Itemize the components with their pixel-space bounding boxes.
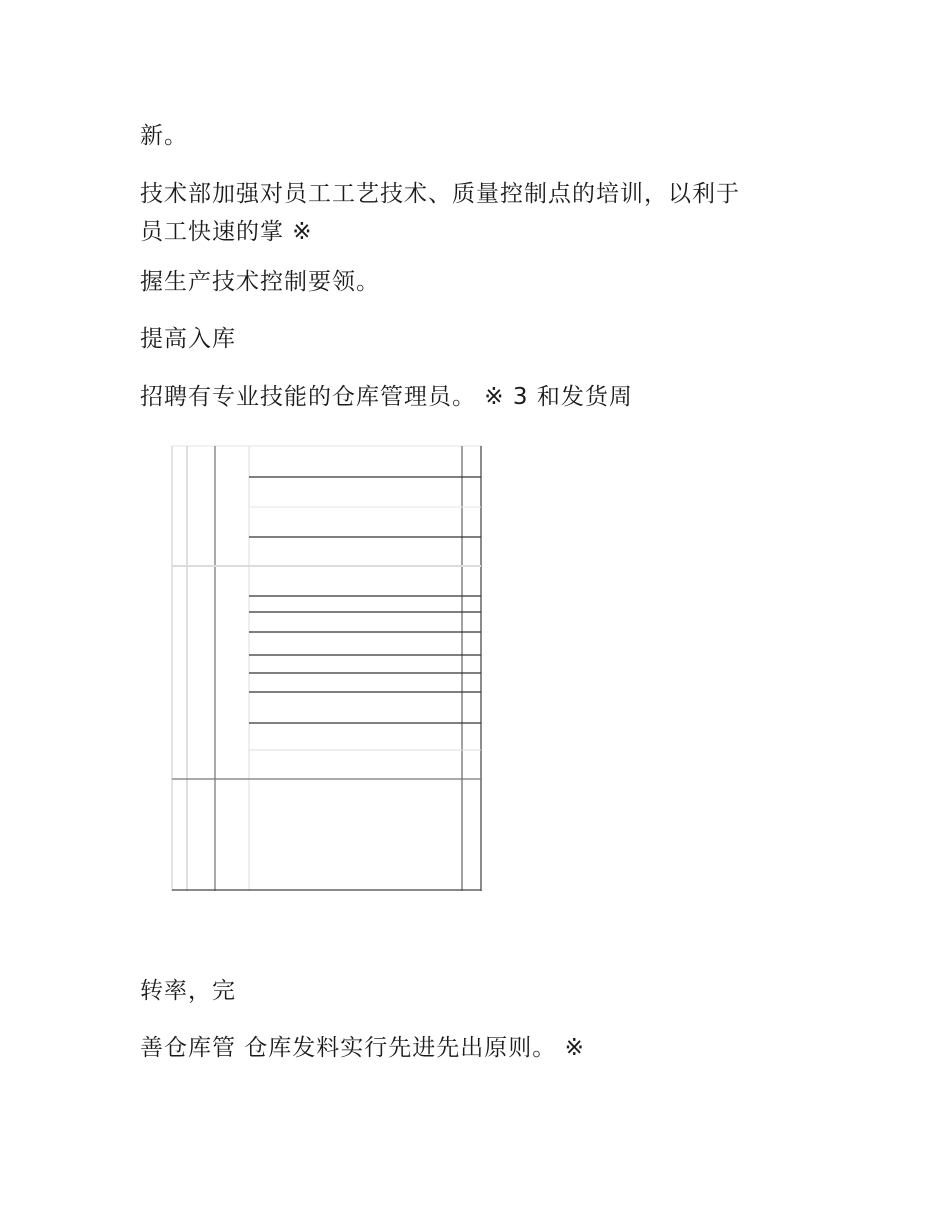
- text-line-2: 技术部加强对员工工艺技术、质量控制点的培训，以利于: [140, 181, 740, 207]
- text-line-7: 转率，完: [140, 978, 236, 1004]
- text-line-1: 新。: [140, 123, 188, 149]
- empty-table-grid: [170, 445, 484, 892]
- text-line-5: 提高入库: [140, 326, 236, 352]
- text-line-8: 善仓库管 仓库发料实行先进先出原则。 ※: [140, 1035, 585, 1061]
- text-line-3: 员工快速的掌 ※: [140, 219, 313, 245]
- text-line-4: 握生产技术控制要领。: [140, 269, 380, 295]
- text-line-6: 招聘有专业技能的仓库管理员。 ※ 3 和发货周: [140, 384, 633, 410]
